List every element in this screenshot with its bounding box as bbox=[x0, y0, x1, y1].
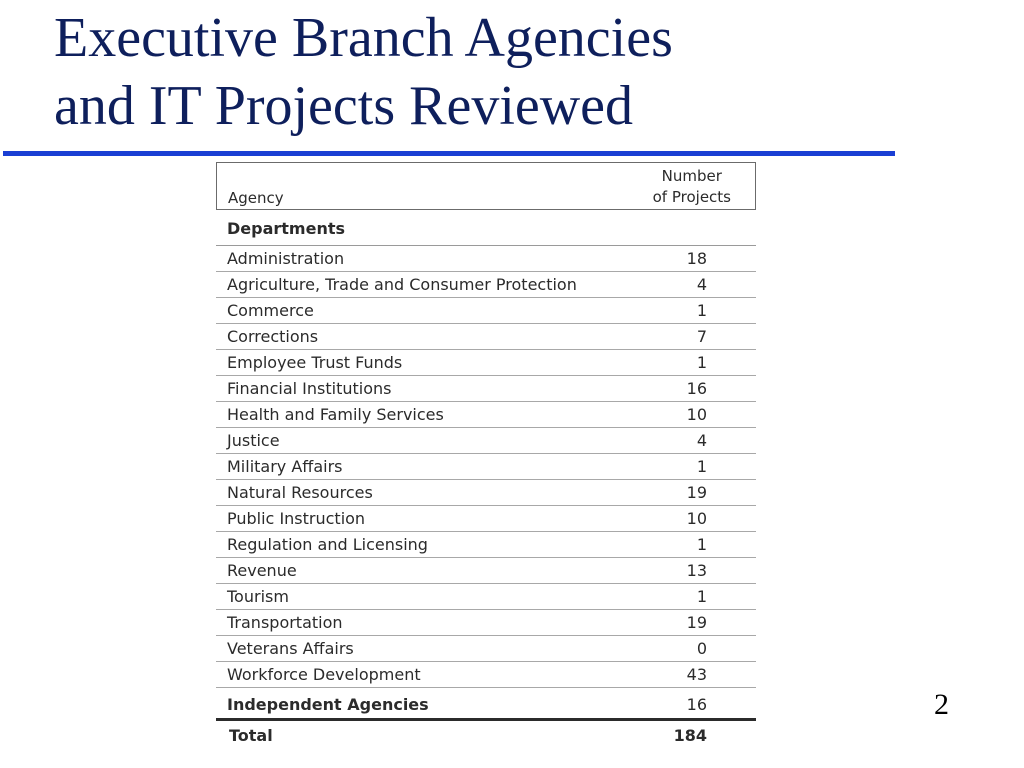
table-row bbox=[216, 662, 756, 688]
total-value: 184 bbox=[673, 726, 707, 745]
table-row bbox=[216, 454, 756, 480]
section-label: Departments bbox=[227, 219, 346, 238]
table-row bbox=[216, 272, 756, 298]
row-project-count: 19 bbox=[686, 613, 707, 632]
independent-agencies-row bbox=[216, 688, 756, 721]
table-row bbox=[216, 324, 756, 350]
row-project-count: 18 bbox=[686, 249, 707, 268]
header-project-count bbox=[653, 166, 731, 208]
row-agency: Financial Institutions bbox=[227, 379, 392, 398]
page-number: 2 bbox=[934, 688, 949, 721]
row-project-count: 1 bbox=[696, 301, 707, 320]
section-departments bbox=[216, 210, 756, 246]
table-row bbox=[216, 480, 756, 506]
table-row bbox=[216, 636, 756, 662]
row-agency: Veterans Affairs bbox=[227, 639, 354, 658]
row-agency: Employee Trust Funds bbox=[227, 353, 403, 372]
row-agency: Tourism bbox=[227, 587, 289, 606]
row-project-count: 19 bbox=[686, 483, 707, 502]
projects-table bbox=[216, 162, 756, 751]
row-project-count: 4 bbox=[696, 431, 707, 450]
table-row bbox=[216, 506, 756, 532]
row-project-count: 7 bbox=[696, 327, 707, 346]
table-row bbox=[216, 558, 756, 584]
independent-value: 16 bbox=[686, 695, 707, 714]
row-agency: Public Instruction bbox=[227, 509, 366, 528]
row-project-count: 1 bbox=[696, 457, 707, 476]
row-project-count: 10 bbox=[686, 509, 707, 528]
header-count-line1: Number bbox=[661, 167, 722, 185]
header-agency: Agency bbox=[228, 189, 284, 207]
title-line-2: and IT Projects Reviewed bbox=[54, 75, 634, 137]
row-agency: Natural Resources bbox=[227, 483, 373, 502]
row-agency: Military Affairs bbox=[227, 457, 343, 476]
row-agency: Justice bbox=[227, 431, 280, 450]
row-project-count: 43 bbox=[686, 665, 707, 684]
row-agency: Revenue bbox=[227, 561, 297, 580]
table-row bbox=[216, 584, 756, 610]
row-agency: Transportation bbox=[227, 613, 343, 632]
row-agency: Agriculture, Trade and Consumer Protection bbox=[227, 275, 577, 294]
header-count-line2: of Projects bbox=[652, 188, 731, 206]
table-header bbox=[216, 162, 756, 210]
table-row bbox=[216, 532, 756, 558]
table-row bbox=[216, 428, 756, 454]
row-agency: Workforce Development bbox=[227, 665, 421, 684]
row-project-count: 16 bbox=[686, 379, 707, 398]
row-agency: Health and Family Services bbox=[227, 405, 444, 424]
table-row bbox=[216, 298, 756, 324]
row-project-count: 10 bbox=[686, 405, 707, 424]
total-label: Total bbox=[229, 726, 273, 745]
independent-label: Independent Agencies bbox=[227, 695, 429, 714]
table-row bbox=[216, 610, 756, 636]
row-project-count: 13 bbox=[686, 561, 707, 580]
row-agency: Corrections bbox=[227, 327, 319, 346]
table-row bbox=[216, 246, 756, 272]
row-agency: Commerce bbox=[227, 301, 314, 320]
row-project-count: 1 bbox=[696, 587, 707, 606]
table-row bbox=[216, 376, 756, 402]
total-row bbox=[216, 721, 756, 751]
department-rows bbox=[216, 246, 756, 688]
row-agency: Administration bbox=[227, 249, 345, 268]
row-project-count: 1 bbox=[696, 353, 707, 372]
row-agency: Regulation and Licensing bbox=[227, 535, 428, 554]
title-divider bbox=[3, 151, 895, 156]
row-project-count: 1 bbox=[696, 535, 707, 554]
row-project-count: 0 bbox=[696, 639, 707, 658]
slide-title bbox=[54, 4, 673, 140]
title-line-1: Executive Branch Agencies bbox=[54, 7, 673, 69]
row-project-count: 4 bbox=[696, 275, 707, 294]
table-row bbox=[216, 350, 756, 376]
table-row bbox=[216, 402, 756, 428]
